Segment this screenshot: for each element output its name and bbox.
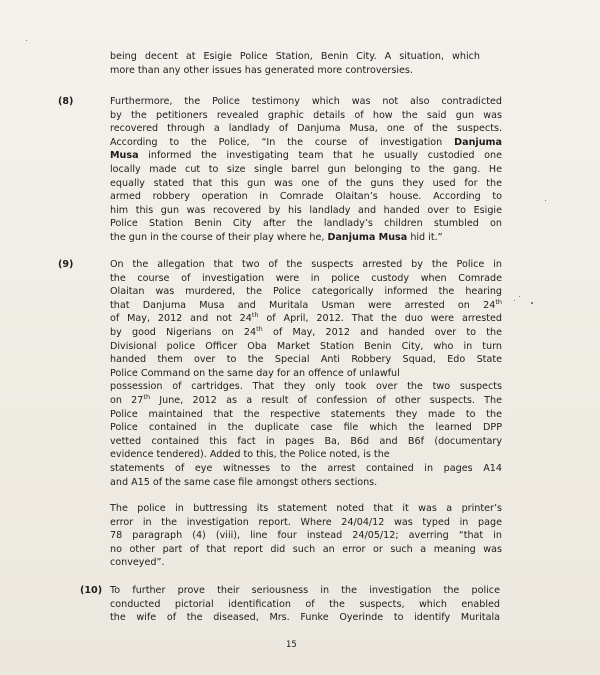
text-line: Furthermore, the Police testimony which was not also contradicted — [110, 96, 502, 107]
text-line: conveyed”. — [110, 557, 165, 569]
text-line: To further prove their seriousness in the investigation the police — [110, 585, 500, 596]
text-run: of May, 2012 and not 24 — [110, 313, 252, 325]
text-line: conducted pictorial identification of the suspects, which enabled — [110, 598, 500, 610]
superscript: th — [251, 311, 259, 320]
text-run: of May, 2012 and handed over to the — [273, 326, 502, 338]
bold-name: Danjuma Musa — [327, 231, 408, 243]
scan-speck — [26, 40, 27, 41]
text-run: informed the investigating team that he usually custodied one — [148, 150, 502, 162]
text-line: the course of investigation were in police custody when Comrade — [110, 272, 502, 284]
bold-name: Danjuma — [454, 136, 502, 148]
scan-speck — [531, 302, 533, 304]
text-line: no other part of that report did such an error or such a meaning was — [110, 543, 502, 555]
text-line — [110, 326, 502, 340]
text-line: On the allegation that two of the suspects arrested by the Police in — [110, 259, 502, 270]
text-line: Police maintained that the respective statements they made to the — [110, 408, 502, 420]
text-run: by good Nigerians on 24 — [110, 326, 257, 338]
text-line: and A15 of the same case file amongst others sections. — [110, 476, 378, 488]
text-run: on 27 — [110, 394, 144, 406]
text-line — [110, 312, 502, 326]
text-line: by the petitioners revealed graphic details of how the said gun was — [110, 109, 502, 121]
paragraph-9 — [110, 258, 502, 489]
text-run: that Danjuma Musa and Muritala Usman were arrested on 24 — [110, 299, 496, 311]
text-line: recovered through a landlady of Danjuma Musa, one of the suspects. — [110, 123, 502, 135]
text-line: Olaitan was murdered, the Police categorically informed the hearing — [110, 286, 502, 298]
text-line: Divisional police Officer Oba Market Station Benin City, who in turn — [110, 340, 502, 352]
page-number: 15 — [286, 640, 297, 650]
text-line: 78 paragraph (4) (viii), line four instead 24/05/12; averring “that in — [110, 530, 502, 542]
text-line: handed them over to the Special Anti Robbery Squad, Edo State — [110, 354, 502, 366]
text-run: According to the Police, “In the course of investigation — [110, 136, 443, 148]
paragraph-number-10: (10) — [80, 585, 103, 596]
text-line: statements of eye witnesses to the arrest contained in pages A14 — [110, 462, 502, 474]
text-run: hid it.” — [410, 231, 443, 243]
text-line: vetted contained this fact in pages Ba, B6d and B6f (documentary — [110, 435, 502, 447]
text-line: Police contained in the duplicate case file which the learned DPP — [110, 422, 502, 434]
text-line: Police Station Benin City after the landlady’s children stumbled on — [110, 218, 502, 230]
text-line: being decent at Esigie Police Station, Benin City. A situation, which — [110, 51, 480, 62]
superscript: th — [256, 324, 263, 333]
text-line: evidence tendered). Added to this, the Police noted, is the — [110, 449, 390, 461]
scan-speck — [514, 300, 515, 301]
text-line: more than any other issues has generated more controversies. — [110, 64, 413, 76]
paragraph-9-continuation — [110, 502, 502, 570]
text-line — [110, 299, 502, 313]
text-line — [110, 231, 502, 245]
text-line — [110, 149, 502, 163]
text-line: armed robbery operation in Comrade Olaitan’s house. According to — [110, 191, 502, 203]
intro-paragraph — [110, 50, 480, 77]
text-line: equally stated that this gun was one of the guns they used for the — [110, 177, 502, 189]
paragraph-number-8: (8) — [58, 96, 74, 107]
text-run: June, 2012 as a result of confession of other suspects. The — [159, 394, 502, 406]
text-line: him this gun was recovered by his landlady and handed over to Esigie — [110, 204, 502, 216]
text-run: the gun in the course of their play where he, — [110, 231, 325, 243]
bold-name: Musa — [110, 150, 139, 162]
superscript: th — [495, 297, 502, 306]
paragraph-number-9: (9) — [58, 259, 74, 270]
paragraph-10 — [110, 584, 500, 625]
text-line: The police in buttressing its statement noted that it was a printer’s — [110, 503, 502, 514]
scan-speck — [545, 200, 546, 201]
text-line: locally made cut to size single barrel gun belonging to the gang. He — [110, 163, 502, 175]
text-line: Police Command on the same day for an offence of unlawful — [110, 367, 400, 379]
superscript: th — [143, 392, 151, 401]
text-line — [110, 136, 502, 150]
text-line: the wife of the diseased, Mrs. Funke Oyerinde to identify Muritala — [110, 612, 500, 624]
text-line — [110, 394, 502, 408]
text-run: of April, 2012. That the duo were arrested — [266, 313, 502, 325]
paragraph-8 — [110, 95, 502, 245]
text-line: possession of cartridges. That they only took over the two suspects — [110, 381, 502, 393]
scan-speck — [519, 296, 520, 297]
text-line: error in the investigation report. Where 24/04/12 was typed in page — [110, 516, 502, 528]
